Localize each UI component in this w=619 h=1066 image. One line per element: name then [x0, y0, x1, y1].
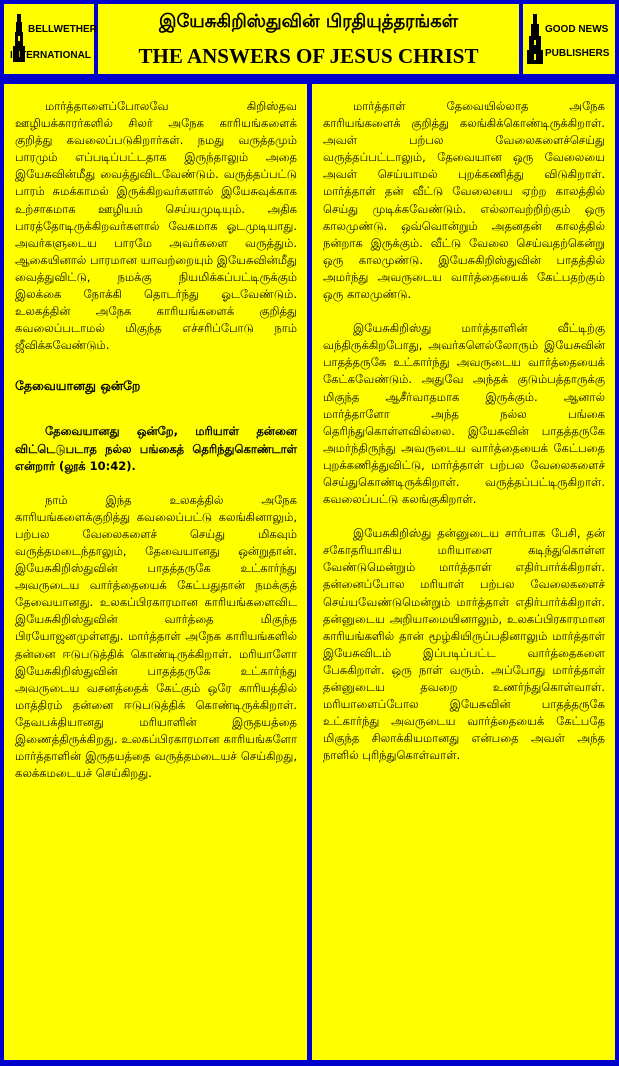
right-paragraph-3: இயேசுகிறிஸ்து தன்னுடைய சார்பாக பேசி, தன் சகோதரியாகிய மரியாளை கடிந்துகொள்ள வேண்டுமென்றும் மார்த்தாள் எதிர்பார்க்கிறாள். தன்னைப்போல மரியாள் பற்பல வேலைகளைச் செய்யவேண்டுமென்றும் மார்த்தாள் எதிர்பார்க்கிறாள். தன்னுடைய அறியாமையினாலும், உலகப்பிரகாரமான காரியங்களில் தான் மூழ்கியிருப்பதினாலும் மார்த்தாள் இயேசுவிடம் இப்படிப்பட்ட வார்த்தைகளை பேசுகிறாள். ஒரு நாள் வரும். அப்போது மார்த்தாள் தன்னுடைய தவறை உணர்ந்துகொள்வாள். மரியாளைப்போல இயேசுவின் பாதத்தருகே உட்கார்ந்து அவருடைய வார்த்தையைக் கேட்பதே மிகுந்த சிலாக்கியமானது என்பதை அவள் அந்த நாளில் புரிந்துகொள்வாள்.: [323, 526, 605, 763]
title-tamil: இயேசுகிறிஸ்துவின் பிரதியுத்தரங்கள்: [158, 11, 458, 32]
right-paragraph-2: இயேசுகிறிஸ்து மார்த்தாளின் வீட்டிற்கு வந்திருக்கிறபோது, அவர்களெல்லோரும் இயேசுவின் பாதத்தருகே உட்கார்ந்து அவருடைய வார்த்தையைக் கேட்கவேண்டும். அதுவே அந்தக் குடும்பத்தாருக்கு மிகுந்த ஆசீர்வாதமாக இருக்கும். ஆனால் மார்த்தாளோ அந்த நல்ல பங்கை தெரிந்துகொள்ளவில்லை. இயேசுவின் பாதத்தருகே அமர்ந்திருந்து அவருடைய வார்த்தையைக் கேட்பதை புறக்கணித்துவிட்டு, மார்த்தாள் பற்பல வேலைகளைச் செய்துகொண்டிருக்கிறாள். வருத்தப்பட்டிருகிறாள். கவலைப்பட்டு கலங்குகிறாள்.: [323, 321, 605, 507]
header-bar: [0, 0, 619, 78]
left-paragraph-2: நாம் இந்த உலகத்தில் அநேக காரியங்களைக்குறித்து கவலைப்பட்டு கலங்கினாலும், பற்பல வேலைகளைச் செய்து மிகவும் வருத்தமடைந்தாலும், தேவையானது ஒன்றுதான். இயேசுகிறிஸ்துவின் பாதத்தருகே உட்கார்ந்து அவருடைய வார்த்தையைக் கேட்பதுதான் நமக்குத் தேவையானது. உலகப்பிரகாரமான காரியங்களைவிட இயேசுகிறிஸ்துவின் வார்த்தை மிகுந்த பிரயோஜனமுள்ளது. மார்த்தாள் அநேக காரியங்களில் தன்னை ஈடுபடுத்திக் கொண்டிருக்கிறாள். மரியாளோ இயேசுகிறிஸ்துவின் பாதத்தருகே உட்கார்ந்து அவருடைய வசனத்தைக் கேட்கும் ஒரே காரியத்தில் மாத்திரம் தன்னை ஈடுபடுத்திக் கொண்டிருக்கிறாள். தேவபக்தியானது மரியாளின் இருதயத்தை இணைத்திருக்கிறது. உலகப்பிரகாரமான காரியங்களோ மார்த்தாளின் இருதயத்தை வருத்தமடையச் செய்கிறது, கலக்கமடையச் செய்கிறது.: [15, 492, 297, 781]
right-column: [312, 84, 615, 1060]
left-column: [4, 84, 307, 1060]
right-paragraph-1: மார்த்தாள் தேவையில்லாத அநேக காரியங்களைக் குறித்து கலங்கிக்கொண்டிருக்கிறாள். அவள் பற்பல வேலைகளைச்செய்து வருத்தப்பட்டாலும், தேவையான ஒரு வேலையை அவள் செய்யாமல் புறக்கணித்து விடுகிறாள். மார்த்தாள் தன் வீட்டு வேலையை ஏற்ற காலத்தில் செய்து முடிக்கவேண்டும். எல்லாவற்றிற்கும் ஒரு காலமுண்டு. ஒவ்வொன்றும் அதனதன் காலத்தில் நன்றாக இருக்கும். வீட்டு வேலை செய்வதற்கென்று ஒரு காலமுண்டு. இயேசுகிறிஸ்துவின் பாதத்தில் அமர்ந்து அவருடைய வார்த்தையைக் கேட்பதற்கும் ஒரு காலமுண்டு.: [323, 99, 605, 302]
bellwether-line1: BELLWETHER: [28, 24, 97, 35]
bellwether-logo-text: [10, 24, 97, 62]
section-heading: தேவையானது ஒன்றே: [15, 378, 141, 394]
good-news-logo: [523, 4, 615, 74]
columns-frame: [0, 78, 619, 1066]
good-news-logo-text: [545, 24, 609, 60]
good-news-line2: PUBLISHERS: [545, 48, 610, 59]
left-paragraph-1: மார்த்தாளைப்போலவே கிறிஸ்தவ ஊழியக்காரர்களில் சிலர் அநேக காரியங்களைக் குறித்து கவலைப்படுகிறார்கள். நமது வருத்தமும் பாரமும் எப்படிப்பட்டதாக இருந்தாலும் அதை இயேசுவின்மீது வைத்துவிடவேண்டும். வருத்தப்பட்டு பாரம் சுமக்காமல் இருக்கிறவர்களால் இயேசுவுக்காக உற்சாகமாக ஊழியம் செய்யமுடியும். அதிக பாரத்தோடிருக்கிறவர்களால் வேகமாக ஓடமுடியாது. அவர்களுடைய பாரமே அவர்களை வருத்தும். ஆகையினால் பாரமான யாவற்றையும் இயேசுவின்மீது வைத்துவிட்டு, நமக்கு நியமிக்கப்பட்டிருக்கும் இலக்கை நோக்கி தொடர்ந்து ஓடவேண்டும். உலகத்தின் அநேக காரியங்களைக் குறித்து கவலைப்படாமல் மிகுந்த எச்சரிப்போடு நாம் ஜீவிக்கவேண்டும்.: [15, 99, 297, 353]
bellwether-line2: INTERNATIONAL: [10, 50, 91, 61]
verse-quote: தேவையானது ஒன்றே, மரியாள் தன்னை விட்டெடுபடாத நல்ல பங்கைத் தெரிந்துகொண்டாள் என்றார் (லூக் 10:42).: [15, 424, 297, 473]
title-box: [98, 4, 519, 74]
bellwether-logo: [4, 4, 97, 74]
title-english: THE ANSWERS OF JESUS CHRIST: [138, 44, 479, 68]
good-news-line1: GOOD NEWS: [545, 24, 609, 35]
tower-icon: [527, 14, 543, 64]
